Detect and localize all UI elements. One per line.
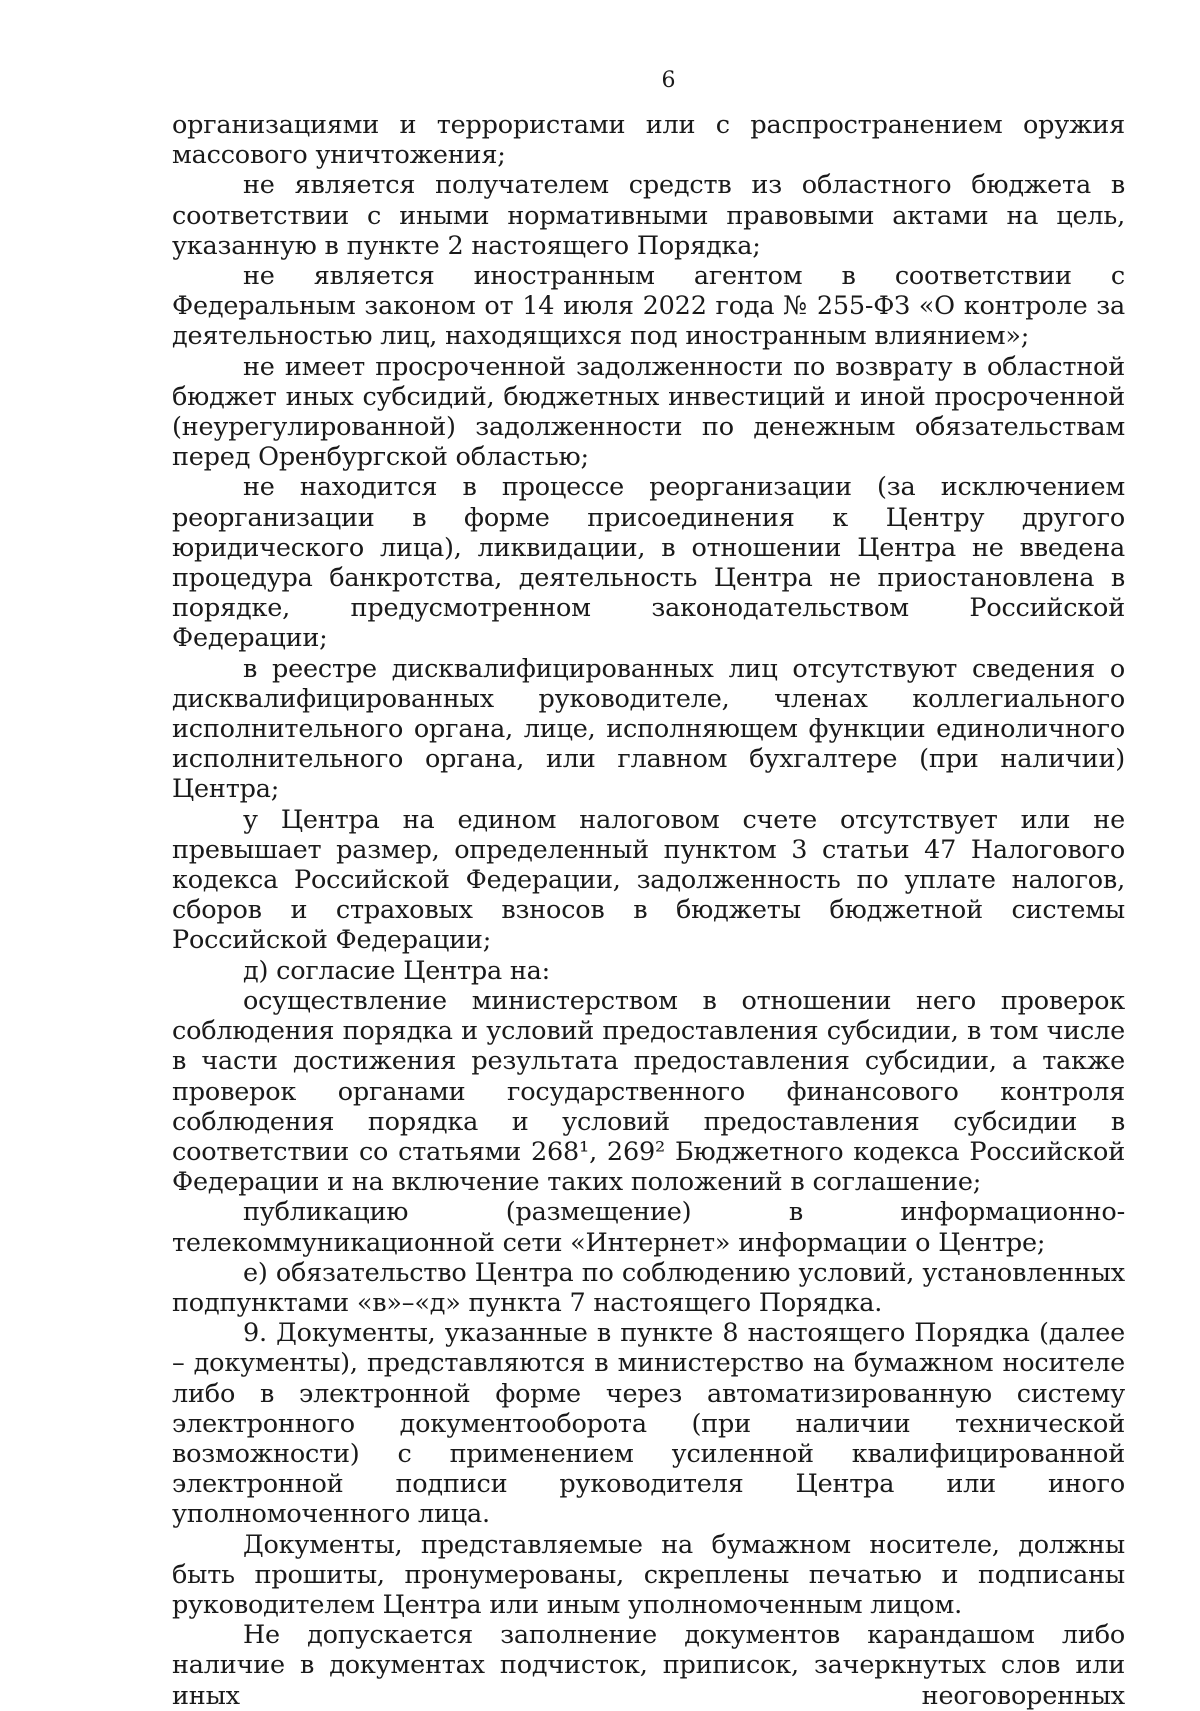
- paragraph-obligation: е) обязательство Центра по соблюдению условий, установленных подпунктами «в»–«д» пункта 7 настоящего Порядка.: [172, 1257, 1125, 1318]
- paragraph-item-9: 9. Документы, указанные в пункте 8 настоящего Порядка (далее – документы), представляются в министерство на бумажном носителе либо в электронной форме через автоматизированную систему электронного документооборота (при наличии технической возможности) с применением усиленной квалифицированной электронной подписи руководителя Центра или иного уполномоченного лица.: [172, 1318, 1125, 1530]
- paragraph-disqualified-registry: в реестре дисквалифицированных лиц отсутствуют сведения о дисквалифицированных руководителе, членах коллегиального исполнительного органа, лице, исполняющем функции единоличного исполнительного органа, или главном бухгалтере (при наличии) Центра;: [172, 653, 1125, 805]
- page-number: 6: [661, 68, 676, 93]
- paragraph-inspections: осуществление министерством в отношении него проверок соблюдения порядка и условий предоставления субсидии, в том числе в части достижения результата предоставления субсидии, а также проверок органами государственного финансового контроля соблюдения порядка и условий предоставления субсидии в соответствии со статьями 268¹, 269² Бюджетного кодекса Российской Федерации и на включение таких положений в соглашение;: [172, 985, 1125, 1198]
- paragraph-no-reorganization: не находится в процессе реорганизации (за исключением реорганизации в форме присоединения к Центру другого юридического лица), ликвидации, в отношении Центра не введена процедура банкротства, деятельность Центра не приостановлена в порядке, предусмотренном законодательством Российской Федерации;: [172, 472, 1125, 654]
- paragraph-paper-documents: Документы, представляемые на бумажном носителе, должны быть прошиты, пронумерованы, скреплены печатью и подписаны руководителем Центра или иным уполномоченным лицом.: [172, 1529, 1125, 1620]
- paragraph-publication: публикацию (размещение) в информационно-телекоммуникационной сети «Интернет» информации о Центре;: [172, 1197, 1125, 1258]
- paragraph-not-recipient: не является получателем средств из областного бюджета в соответствии с иными нормативными правовыми актами на цель, указанную в пункте 2 настоящего Порядка;: [172, 170, 1125, 261]
- paragraph-not-foreign-agent: не является иностранным агентом в соответствии с Федеральным законом от 14 июля 2022 года № 255-ФЗ «О контроле за деятельностью лиц, находящихся под иностранным влиянием»;: [172, 261, 1125, 352]
- paragraph-continuation: организациями и террористами или с распространением оружия массового уничтожения;: [172, 110, 1125, 171]
- paragraph-tax-debt: у Центра на едином налоговом счете отсутствует или не превышает размер, определенный пунктом 3 статьи 47 Налогового кодекса Российской Федерации, задолженность по уплате налогов, сборов и страховых взносов в бюджеты бюджетной системы Российской Федерации;: [172, 804, 1125, 956]
- paragraph-no-overdue-debt: не имеет просроченной задолженности по возврату в областной бюджет иных субсидий, бюджетных инвестиций и иной просроченной (неурегулированной) задолженности по денежным обязательствам перед Оренбургской областью;: [172, 351, 1125, 473]
- paragraph-consent-heading: д) согласие Центра на:: [243, 955, 551, 986]
- document-body: [172, 110, 1125, 1711]
- paragraph-no-pencil: Не допускается заполнение документов карандашом либо наличие в документах подчисток, приписок, зачеркнутых слов или иных неоговоренных: [172, 1620, 1125, 1711]
